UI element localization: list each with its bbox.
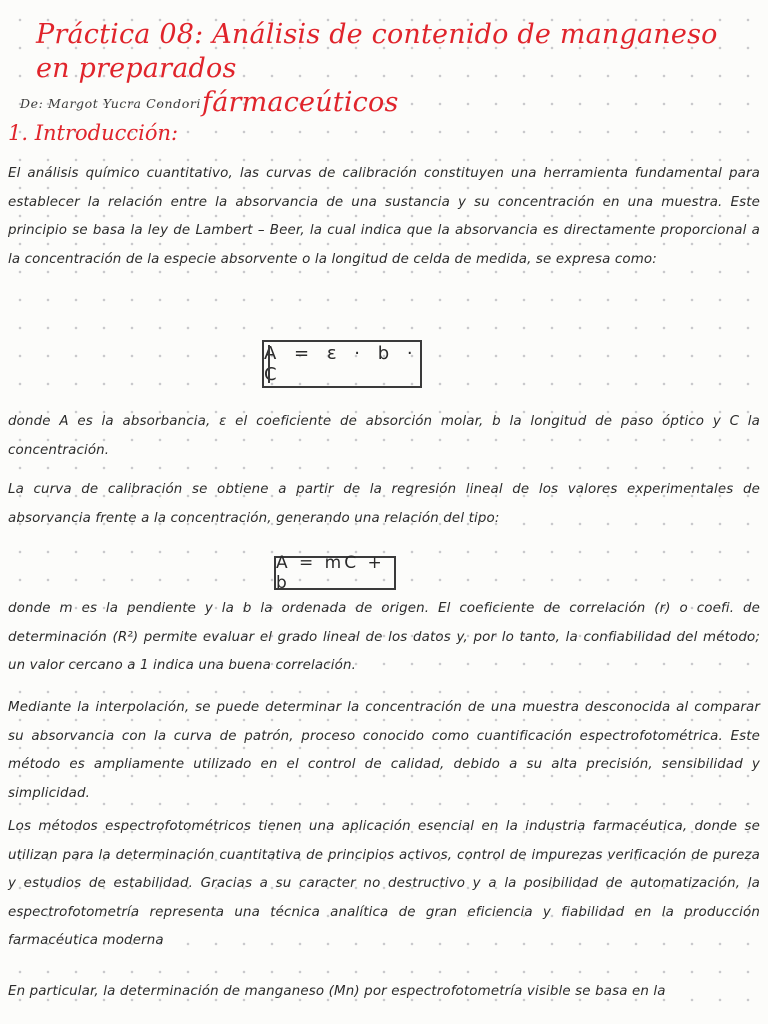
- regression-formula: A = mC + b: [274, 556, 396, 590]
- paragraph-calibration: La curva de calibración se obtiene a partir de la regresión lineal de los valores experimentales de absorvancia frente a la concentración, generando una relación del tipo:: [8, 482, 760, 526]
- paragraph-manganese: En particular, la determinación de manganeso (Mn) por espectrofotometría visible se basa en la: [8, 984, 666, 999]
- section-heading: 1. Introducción:: [8, 121, 179, 145]
- paragraph-interpolation: Mediante la interpolación, se puede determinar la concentración de una muestra desconocida al comparar su absorvancia con la curva de patrón, proceso conocido como cuantificación espectrofotométrica. Este método es ampliamente utilizado en el control de calidad, debido a su alta precisión, sensibilidad y simplicidad.: [8, 700, 760, 801]
- beer-lambert-formula: A = ε · b · C: [262, 340, 422, 388]
- paragraph-intro: El análisis químico cuantitativo, las curvas de calibración constituyen una herramienta fundamental para establecer la relación entre la absorvancia de una sustancia y su concentración en una muestra. Este principio se basa la ley de Lambert – Beer, la cual indica que la absorvancia es directamente proporcional a la concentración de la especie absorvente o la longitud de celda de medida, se expresa como:: [8, 166, 760, 267]
- paragraph-correlation: donde m es la pendiente y la b la ordenada de origen. El coeficiente de correlación (r) o coefi. de determinación (R²) permite evaluar el grado lineal de los datos y, por lo tanto, la confiabilidad del método; un valor cercano a 1 indica una buena correlación.: [8, 601, 760, 673]
- title-line-1: Práctica 08: Análisis de contenido de manganeso en preparados: [36, 19, 718, 84]
- title-line-2: fármaceúticos: [202, 87, 399, 118]
- paragraph-pharma: Los métodos espectrofotométricos tienen una aplicación esencial en la industria farmacéutica, donde se utilizan para la determinación cuantitativa de principios activos, control de impurezas verificación de pureza y estudios de estabilidad. Gracias a su caracter no destructivo y a la posibilidad de automatización, la espectrofotometría representa una técnica analítica de gran eficiencia y fiabilidad en la producción farmacéutica moderna: [8, 819, 760, 948]
- paragraph-variables: donde A es la absorbancia, ε el coeficiente de absorción molar, b la longitud de paso óptico y C la concentración.: [8, 414, 760, 458]
- author-line: De: Margot Yucra Condori: [20, 96, 202, 111]
